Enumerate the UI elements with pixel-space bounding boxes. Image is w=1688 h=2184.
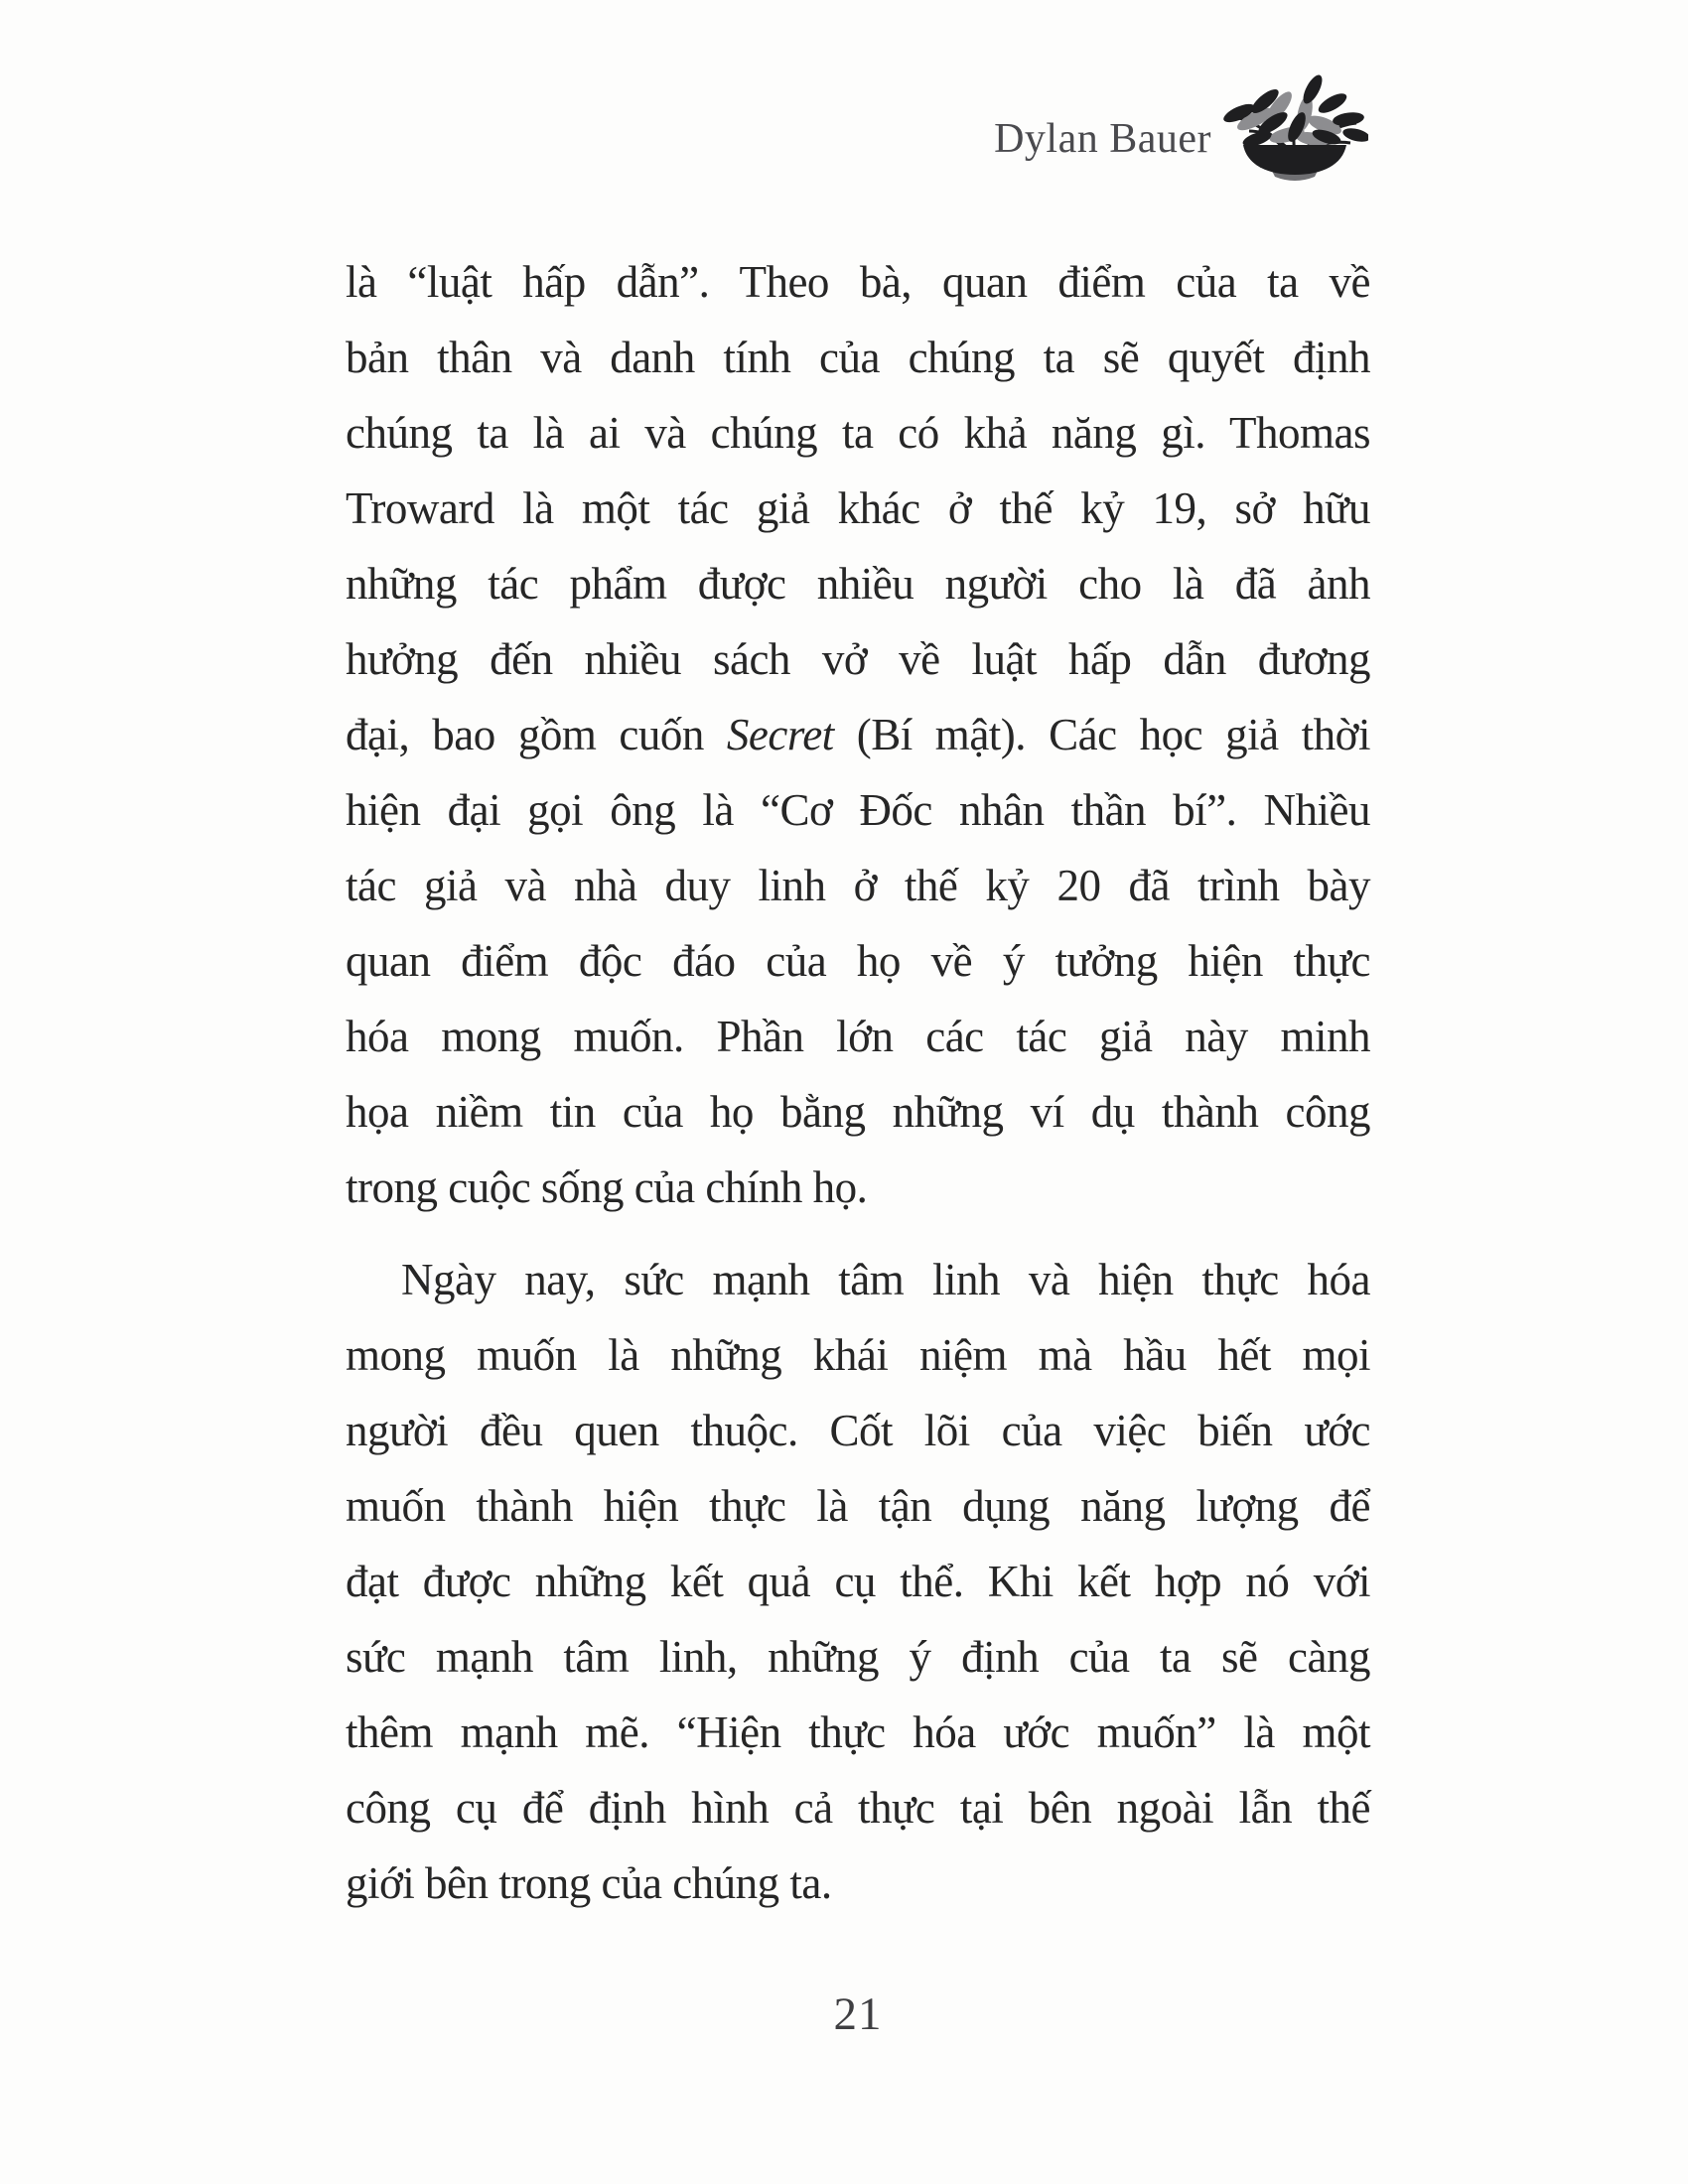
text-segment: hiện đại gọi ông là “Cơ Đốc nhân thần bí”. Nhiều — [346, 785, 1370, 835]
text-line — [346, 1074, 1370, 1150]
text-line — [346, 1393, 1370, 1468]
text-segment: thêm mạnh mẽ. “Hiện thực hóa ước muốn” là một — [346, 1707, 1370, 1757]
text-line — [346, 1770, 1370, 1845]
page-number: 21 — [833, 1988, 883, 2040]
text-segment: hóa mong muốn. Phần lớn các tác giả này minh — [346, 1012, 1370, 1061]
text-segment: công cụ để định hình cả thực tại bên ngoài lẫn thế — [346, 1783, 1370, 1833]
paragraph — [346, 244, 1370, 1225]
text-segment: sức mạnh tâm linh, những ý định của ta sẽ càng — [346, 1632, 1370, 1682]
leaf-bowl-icon — [1221, 73, 1368, 185]
body-text — [346, 244, 1370, 1921]
paragraph — [346, 1242, 1370, 1921]
text-line — [346, 471, 1370, 546]
text-segment: Ngày nay, sức mạnh tâm linh và hiện thực hóa — [401, 1255, 1370, 1304]
text-line — [346, 772, 1370, 848]
text-segment: quan điểm độc đáo của họ về ý tưởng hiện thực — [346, 936, 1370, 986]
text-line — [346, 244, 1370, 320]
text-segment: chúng ta là ai và chúng ta có khả năng gì. Thomas — [346, 408, 1370, 458]
text-line — [346, 621, 1370, 697]
text-line — [346, 1544, 1370, 1619]
text-segment: là “luật hấp dẫn”. Theo bà, quan điểm của ta về — [346, 257, 1370, 307]
text-segment: bản thân và danh tính của chúng ta sẽ quyết định — [346, 333, 1370, 382]
text-segment: đạt được những kết quả cụ thể. Khi kết hợp nó với — [346, 1557, 1370, 1606]
text-line — [346, 1468, 1370, 1544]
text-segment: giới bên trong của chúng ta. — [346, 1858, 832, 1908]
text-line — [346, 848, 1370, 923]
italic-text: Secret — [726, 710, 834, 759]
text-segment: đại, bao gồm cuốn — [346, 710, 727, 759]
text-line — [346, 1150, 1370, 1225]
text-segment: hưởng đến nhiều sách vở về luật hấp dẫn đương — [346, 634, 1370, 684]
page-header — [994, 73, 1368, 185]
text-line — [346, 923, 1370, 999]
text-segment: mong muốn là những khái niệm mà hầu hết mọi — [346, 1330, 1370, 1380]
text-line — [346, 320, 1370, 395]
text-line — [346, 395, 1370, 471]
text-line — [346, 546, 1370, 621]
text-segment: những tác phẩm được nhiều người cho là đã ảnh — [346, 559, 1370, 609]
text-line — [346, 1845, 1370, 1921]
text-segment: muốn thành hiện thực là tận dụng năng lượng để — [346, 1481, 1370, 1531]
text-line — [346, 1317, 1370, 1393]
text-line — [346, 1242, 1370, 1317]
text-segment: người đều quen thuộc. Cốt lõi của việc biến ước — [346, 1406, 1370, 1455]
text-segment: (Bí mật). Các học giả thời — [833, 710, 1370, 759]
text-line — [346, 1695, 1370, 1770]
text-segment: trong cuộc sống của chính họ. — [346, 1162, 868, 1212]
text-segment: họa niềm tin của họ bằng những ví dụ thành công — [346, 1087, 1370, 1137]
text-line — [346, 697, 1370, 772]
text-segment: tác giả và nhà duy linh ở thế kỷ 20 đã trình bày — [346, 861, 1370, 910]
text-segment: Troward là một tác giả khác ở thế kỷ 19, sở hữu — [346, 483, 1370, 533]
text-line — [346, 1619, 1370, 1695]
author-name: Dylan Bauer — [994, 116, 1211, 162]
text-line — [346, 999, 1370, 1074]
